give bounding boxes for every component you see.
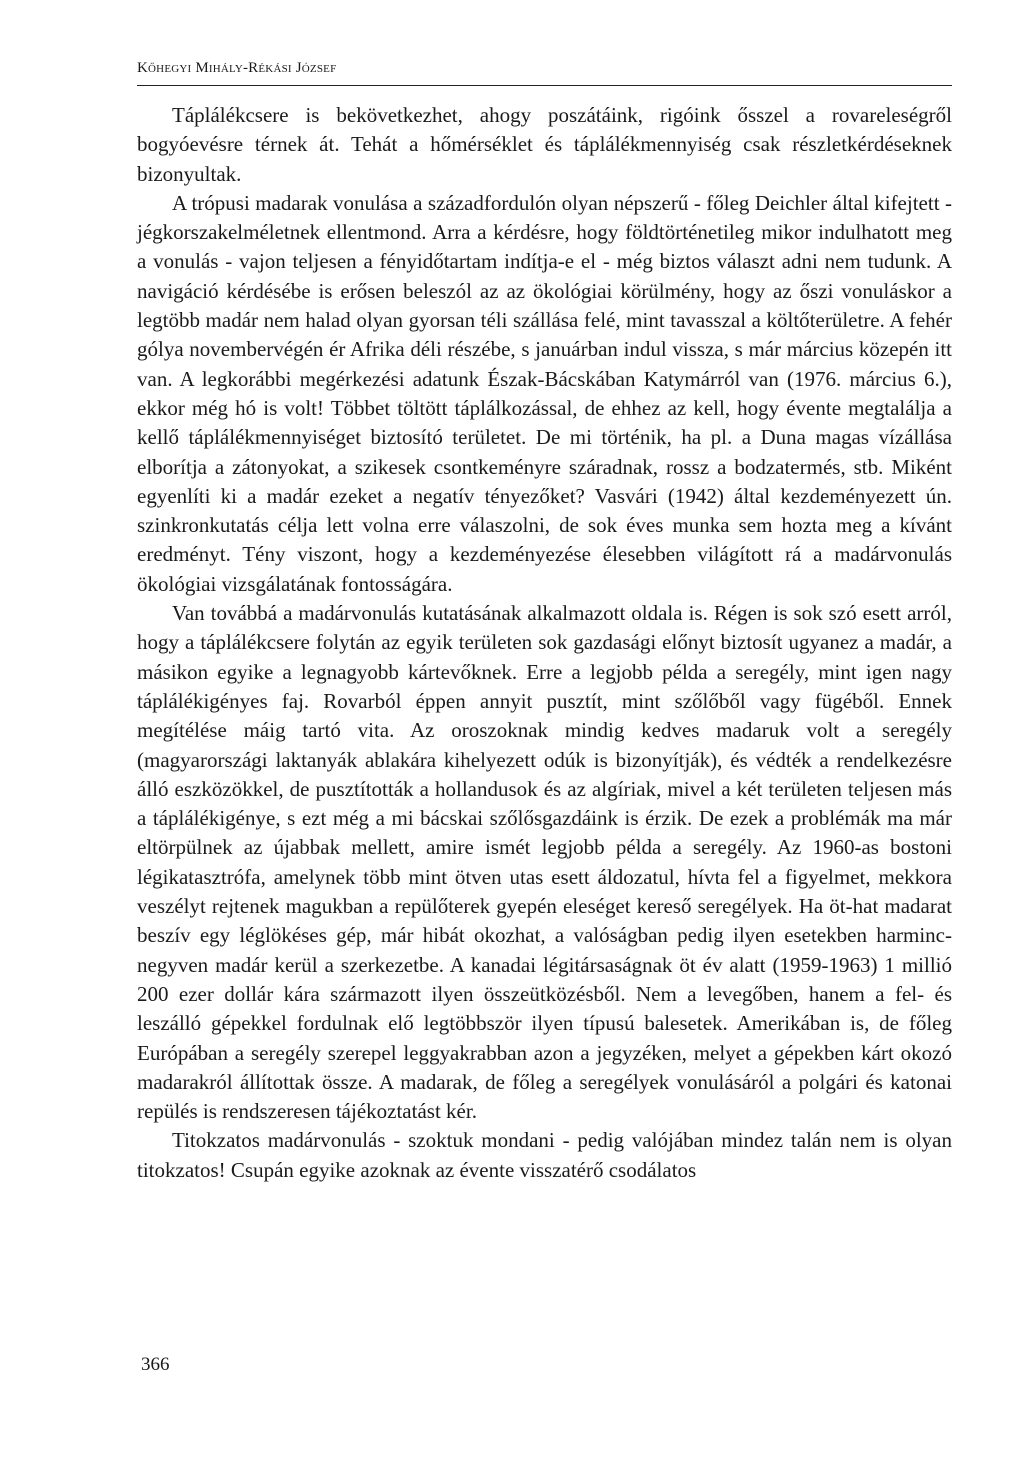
header-rule — [137, 85, 952, 86]
paragraph: A trópusi madarak vonulása a századfordulón olyan népszerű - főleg Deichler által kifejtett - jégkorszakelméletnek ellentmond. Arra a kérdésre, hogy földtörténetileg mikor indulhatott meg a vonulás - vajon teljesen a fényidőtartam indítja-e el - még biztos választ adni nem tudunk. A navigáció kérdésébe is erősen beleszól az az ökológiai körülmény, hogy az őszi vonuláskor a legtöbb madár nem halad olyan gyorsan téli szállása felé, mint tavasszal a költőterületre. A fehér gólya novembervégén ér Afrika déli részébe, s januárban indul vissza, s már március közepén itt van. A legkorábbi megérkezési adatunk Észak-Bácskában Katymárról van (1976. március 6.), ekkor még hó is volt! Többet töltött táplálkozással, de ehhez az kell, hogy évente megtalálja a kellő táplálékmennyiséget biztosító területet. De mi történik, ha pl. a Duna magas vízállása elborítja a zátonyokat, a szikesek csontkeményre száradnak, rossz a bodzatermés, stb. Miként egyenlíti ki a madár ezeket a negatív tényezőket? Vasvári (1942) által kezdeményezett ún. szinkronkutatás célja lett volna erre válaszolni, de sok éves munka sem hozta meg a kívánt eredményt. Tény viszont, hogy a kezdeményezése élesebben világított rá a madárvonulás ökológiai vizsgálatának fontosságára. — [137, 190, 952, 596]
paragraph: Van továbbá a madárvonulás kutatásának alkalmazott oldala is. Régen is sok szó esett arról, hogy a táplálékcsere folytán az egyik területen sok gazdasági előnyt biztosít ugyanez a madár, a másikon egyike a legnagyobb kártevőknek. Erre a legjobb példa a seregély, mint igen nagy táplálékigényes faj. Rovarból éppen annyit pusztít, mint szőlőből vagy fügéből. Ennek megítélése máig tartó vita. Az oroszoknak mindig kedves madaruk volt a seregély (magyarországi laktanyák ablakára kihelyezett odúk is bizonyítják), és védték a rendelkezésre álló eszközökkel, de pusztították a hollandusok és az algíriak, mivel a két területen teljesen más a táplálékigénye, s ezt még a mi bácskai szőlősgazdáink is érzik. De ezek a problémák ma már eltörpülnek az újabbak mellett, amire ismét legjobb példa a seregély. Az 1960-as bostoni légikatasztrófa, amelynek több mint ötven utas esett áldozatul, hívta fel a figyelmet, mekkora veszélyt rejtenek magukban a repülőterek gyepén eleséget kereső seregélyek. Ha öt-hat madarat beszív egy léglökéses gép, már hibát okozhat, a valóságban pedig ilyen esetekben harminc-negyven madár kerül a szerkezetbe. A kanadai légitársaságnak öt év alatt (1959-1963) 1 millió 200 ezer dollár kára származott ilyen összeütközésből. Nem a levegőben, hanem a fel- és leszálló gépekkel fordulnak elő legtöbbször ilyen típusú balesetek. Amerikában is, de főleg Európában a seregély szerepel leggyakrabban azon a jegyzéken, melyet a gépekben kárt okozó madarakról állítottak össze. A madarak, de főleg a seregélyek vonulásáról a polgári és katonai repülés is rendszeresen tájékoztatást kér. — [137, 601, 952, 1124]
running-head: Kőhegyi Mihály-Rékási József — [137, 60, 337, 76]
body-text — [137, 101, 952, 1185]
paragraph: Táplálékcsere is bekövetkezhet, ahogy poszátáink, rigóink ősszel a rovareleségről bogyóevésre térnek át. Tehát a hőmérséklet és táplálékmennyiség csak részletkérdéseknek bizonyultak. — [137, 103, 952, 186]
page-number: 366 — [141, 1354, 170, 1375]
paragraph: Titokzatos madárvonulás - szoktuk mondani - pedig valójában mindez talán nem is olyan titokzatos! Csupán egyike azoknak az évente visszatérő csodálatos — [137, 1128, 952, 1182]
